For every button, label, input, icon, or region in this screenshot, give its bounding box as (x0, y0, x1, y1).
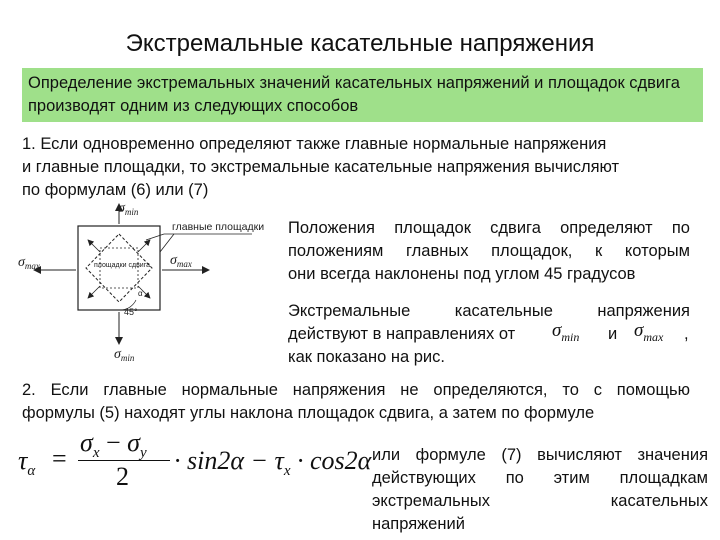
formula-rest: · $\sin 2\alpha - \tau_x \cdot \cos 2\alpha$ (174, 446, 372, 480)
label-sigma-max-left: $\sigma_{max}$ (18, 255, 40, 271)
label-shear-planes: площадки сдвига (94, 262, 151, 269)
formula-lhs: $\tau_\alpha$ (18, 446, 36, 480)
item1-line1: 1. Если одновременно определяют также главные нормальные напряжения (22, 135, 607, 153)
fraction-bar (78, 460, 170, 461)
right-para1-line3: они всегда наклонены под углом 45 градусов (288, 265, 636, 283)
right-para2-line2: действуют в направлениях от (288, 325, 516, 343)
item2-line1: 2. Если главные нормальные напряжения не определяются, то с помощью (22, 381, 690, 399)
right-para2-line1: Экстремальные касательные напряжения (288, 302, 690, 320)
formula-numerator: $\sigma_x - \sigma_y$ (80, 428, 147, 462)
comma: , (684, 325, 689, 343)
formula-denominator: 2 (116, 462, 129, 491)
right-para1-line1: Положения площадок сдвига определяют по (288, 219, 690, 237)
label-sigma-max-right: $\sigma_{max}$ (170, 253, 192, 269)
label-main-planes: главные площадки (172, 221, 265, 233)
right-para1-line2: положениям главных площадок, к которым (288, 242, 690, 260)
sigma-min-symbol: $\sigma_{min}$ (552, 320, 580, 344)
label-sigma-min-top: $\sigma_{min}$ (118, 201, 139, 217)
item1-line3: по формулам (6) или (7) (22, 181, 209, 199)
formula (18, 428, 372, 491)
formula-equals: = (52, 444, 67, 473)
label-sigma-min-bottom: $\sigma_{min}$ (114, 347, 135, 363)
right-para2-line3: как показано на рис. (288, 348, 445, 366)
item2-cont-line4: напряжений (372, 515, 465, 533)
angle-label: 45° (124, 307, 138, 317)
item2-cont-line2: действующих по этим площадкам (372, 469, 708, 487)
sigma-max-symbol: $\sigma_{max}$ (634, 320, 664, 344)
stress-diagram (14, 200, 284, 368)
and-word: и (608, 325, 618, 343)
intro-box: Определение экстремальных значений касательных напряжений и площадок сдвига производят одним из следующих способов (22, 68, 703, 122)
item2-cont-line1: или формуле (7) вычисляют значения (372, 446, 708, 464)
item2-line2: формулы (5) находят углы наклона площадок сдвига, а затем по формуле (22, 404, 595, 422)
slide-title: Экстремальные касательные напряжения (125, 30, 595, 57)
item1-line2: и главные площадки, то экстремальные касательные напряжения вычисляют (22, 158, 620, 176)
item2-cont-line3: экстремальных касательных (372, 492, 708, 510)
alpha-label: α (138, 289, 143, 298)
